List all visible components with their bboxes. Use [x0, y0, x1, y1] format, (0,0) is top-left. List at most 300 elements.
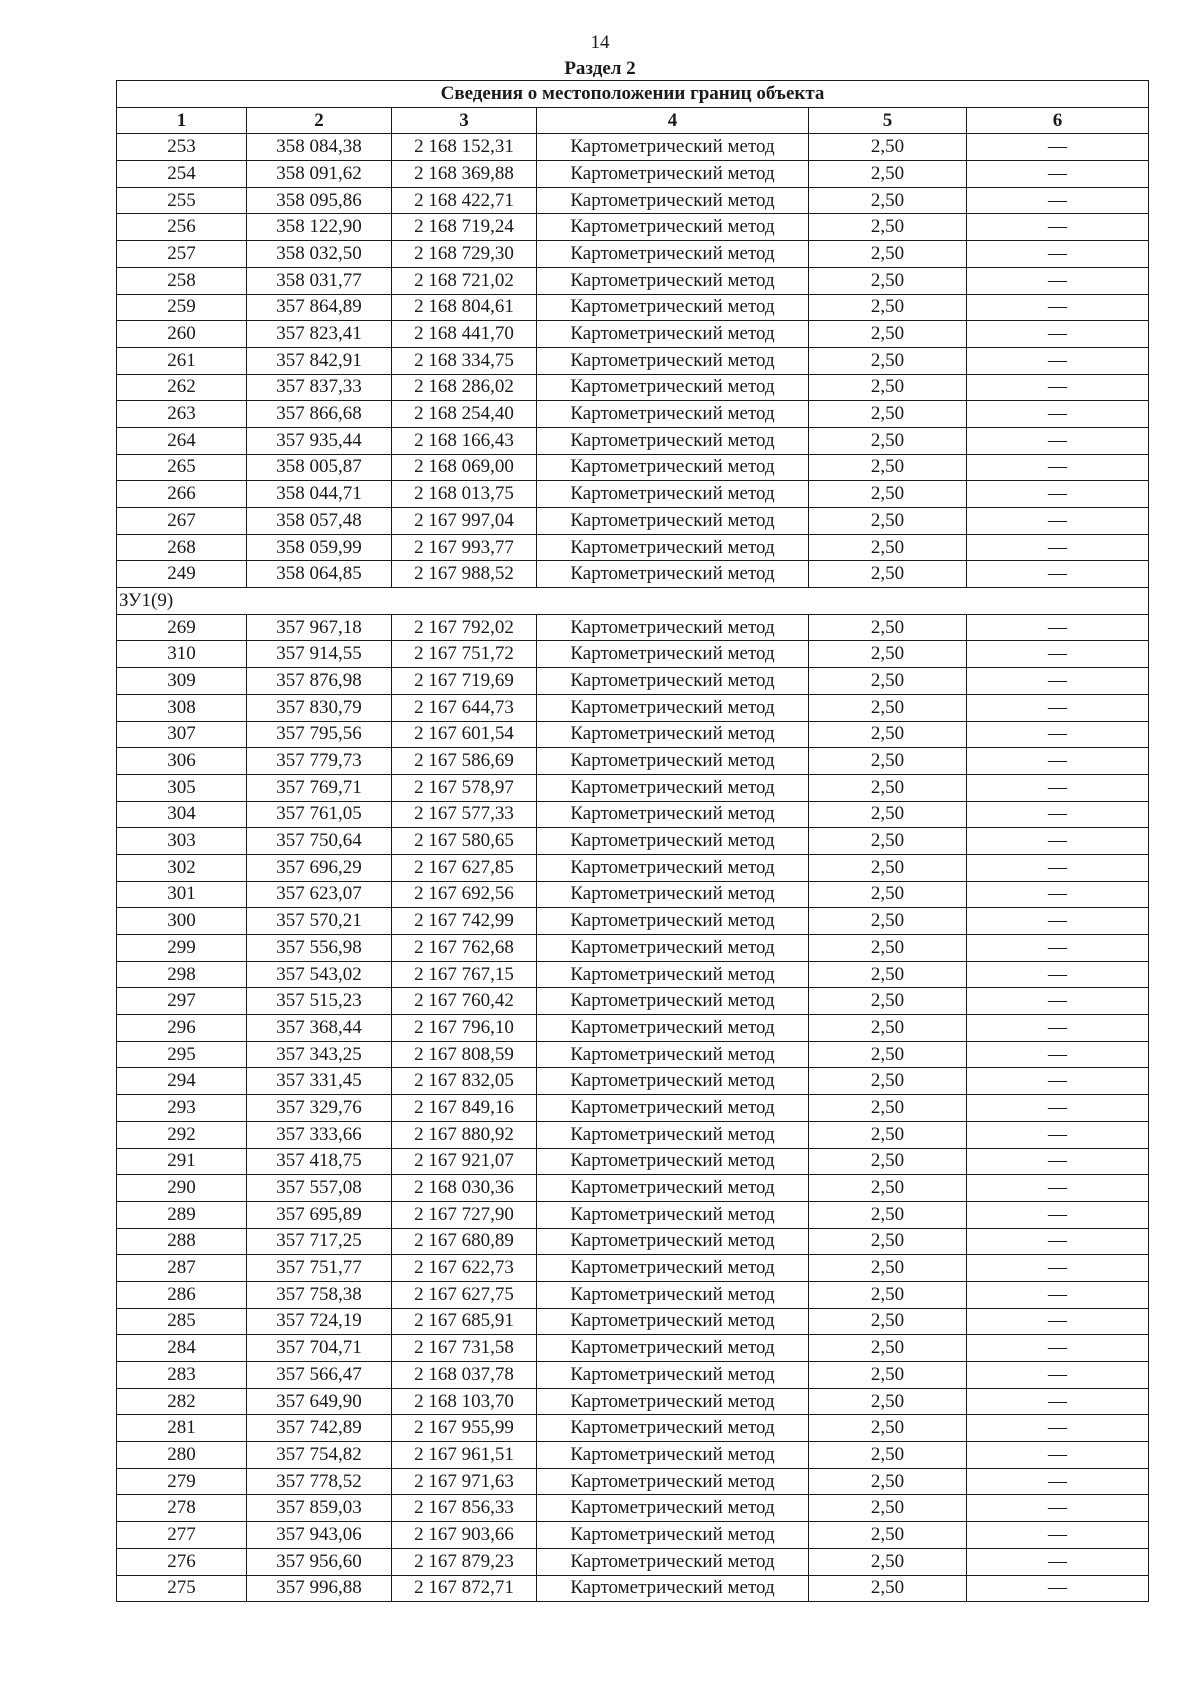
x-coordinate-cell: 357 837,33 [247, 374, 392, 401]
accuracy-cell: 2,50 [809, 508, 967, 535]
note-cell: — [967, 1175, 1149, 1202]
method-cell: Картометрический метод [537, 828, 809, 855]
note-cell: — [967, 534, 1149, 561]
table-row [117, 1201, 1149, 1228]
y-coordinate-cell: 2 168 334,75 [392, 347, 537, 374]
y-coordinate-cell: 2 168 103,70 [392, 1388, 537, 1415]
accuracy-cell: 2,50 [809, 321, 967, 348]
table-row [117, 1575, 1149, 1602]
note-cell: — [967, 828, 1149, 855]
x-coordinate-cell: 358 044,71 [247, 481, 392, 508]
note-cell: — [967, 1015, 1149, 1042]
y-coordinate-cell: 2 168 037,78 [392, 1362, 537, 1389]
note-cell: — [967, 935, 1149, 962]
accuracy-cell: 2,50 [809, 1255, 967, 1282]
table-row [117, 294, 1149, 321]
method-cell: Картометрический метод [537, 721, 809, 748]
note-cell: — [967, 241, 1149, 268]
table-row [117, 134, 1149, 161]
note-cell: — [967, 1335, 1149, 1362]
method-cell: Картометрический метод [537, 1121, 809, 1148]
method-cell: Картометрический метод [537, 1015, 809, 1042]
accuracy-cell: 2,50 [809, 1442, 967, 1469]
x-coordinate-cell: 357 696,29 [247, 854, 392, 881]
x-coordinate-cell: 357 649,90 [247, 1388, 392, 1415]
accuracy-cell: 2,50 [809, 1228, 967, 1255]
note-cell: — [967, 774, 1149, 801]
y-coordinate-cell: 2 167 627,75 [392, 1281, 537, 1308]
point-number-cell: 285 [117, 1308, 247, 1335]
point-number-cell: 307 [117, 721, 247, 748]
table-row [117, 1121, 1149, 1148]
table-row [117, 401, 1149, 428]
point-number-cell: 267 [117, 508, 247, 535]
x-coordinate-cell: 357 864,89 [247, 294, 392, 321]
table-row [117, 1175, 1149, 1202]
x-coordinate-cell: 357 742,89 [247, 1415, 392, 1442]
table-row [117, 1281, 1149, 1308]
point-number-cell: 292 [117, 1121, 247, 1148]
accuracy-cell: 2,50 [809, 241, 967, 268]
point-number-cell: 310 [117, 641, 247, 668]
y-coordinate-cell: 2 167 903,66 [392, 1522, 537, 1549]
x-coordinate-cell: 357 623,07 [247, 881, 392, 908]
method-cell: Картометрический метод [537, 1308, 809, 1335]
y-coordinate-cell: 2 167 685,91 [392, 1308, 537, 1335]
note-cell: — [967, 748, 1149, 775]
table-row [117, 1522, 1149, 1549]
method-cell: Картометрический метод [537, 321, 809, 348]
y-coordinate-cell: 2 167 961,51 [392, 1442, 537, 1469]
note-cell: — [967, 374, 1149, 401]
table-row [117, 1041, 1149, 1068]
method-cell: Картометрический метод [537, 161, 809, 188]
y-coordinate-cell: 2 167 601,54 [392, 721, 537, 748]
method-cell: Картометрический метод [537, 508, 809, 535]
y-coordinate-cell: 2 167 856,33 [392, 1495, 537, 1522]
accuracy-cell: 2,50 [809, 908, 967, 935]
y-coordinate-cell: 2 167 832,05 [392, 1068, 537, 1095]
accuracy-cell: 2,50 [809, 668, 967, 695]
table-row [117, 935, 1149, 962]
point-number-cell: 280 [117, 1442, 247, 1469]
accuracy-cell: 2,50 [809, 614, 967, 641]
table-row [117, 1548, 1149, 1575]
accuracy-cell: 2,50 [809, 801, 967, 828]
table-row [117, 1495, 1149, 1522]
accuracy-cell: 2,50 [809, 1121, 967, 1148]
y-coordinate-cell: 2 167 622,73 [392, 1255, 537, 1282]
accuracy-cell: 2,50 [809, 134, 967, 161]
table-row [117, 1148, 1149, 1175]
accuracy-cell: 2,50 [809, 721, 967, 748]
point-number-cell: 262 [117, 374, 247, 401]
x-coordinate-cell: 357 943,06 [247, 1522, 392, 1549]
table-row [117, 721, 1149, 748]
point-number-cell: 269 [117, 614, 247, 641]
y-coordinate-cell: 2 168 729,30 [392, 241, 537, 268]
x-coordinate-cell: 357 996,88 [247, 1575, 392, 1602]
point-number-cell: 305 [117, 774, 247, 801]
note-cell: — [967, 801, 1149, 828]
column-header-row [117, 107, 1149, 134]
point-number-cell: 254 [117, 161, 247, 188]
method-cell: Картометрический метод [537, 1522, 809, 1549]
point-number-cell: 293 [117, 1095, 247, 1122]
table-row [117, 774, 1149, 801]
y-coordinate-cell: 2 167 577,33 [392, 801, 537, 828]
point-number-cell: 301 [117, 881, 247, 908]
x-coordinate-cell: 358 064,85 [247, 561, 392, 588]
y-coordinate-cell: 2 168 422,71 [392, 187, 537, 214]
table-row [117, 1308, 1149, 1335]
accuracy-cell: 2,50 [809, 694, 967, 721]
y-coordinate-cell: 2 167 692,56 [392, 881, 537, 908]
point-number-cell: 261 [117, 347, 247, 374]
x-coordinate-cell: 357 754,82 [247, 1442, 392, 1469]
note-cell: — [967, 1575, 1149, 1602]
note-cell: — [967, 1121, 1149, 1148]
table-row [117, 828, 1149, 855]
note-cell: — [967, 1308, 1149, 1335]
method-cell: Картометрический метод [537, 1362, 809, 1389]
accuracy-cell: 2,50 [809, 881, 967, 908]
y-coordinate-cell: 2 168 369,88 [392, 161, 537, 188]
section-title: Раздел 2 [564, 58, 636, 79]
method-cell: Картометрический метод [537, 1495, 809, 1522]
point-number-cell: 287 [117, 1255, 247, 1282]
method-cell: Картометрический метод [537, 1068, 809, 1095]
accuracy-cell: 2,50 [809, 1148, 967, 1175]
method-cell: Картометрический метод [537, 1281, 809, 1308]
method-cell: Картометрический метод [537, 694, 809, 721]
y-coordinate-cell: 2 167 727,90 [392, 1201, 537, 1228]
method-cell: Картометрический метод [537, 214, 809, 241]
note-cell: — [967, 321, 1149, 348]
y-coordinate-cell: 2 167 792,02 [392, 614, 537, 641]
accuracy-cell: 2,50 [809, 1388, 967, 1415]
table-row [117, 641, 1149, 668]
method-cell: Картометрический метод [537, 294, 809, 321]
note-cell: — [967, 1095, 1149, 1122]
x-coordinate-cell: 358 091,62 [247, 161, 392, 188]
table-row [117, 854, 1149, 881]
point-number-cell: 268 [117, 534, 247, 561]
table-row [117, 1468, 1149, 1495]
y-coordinate-cell: 2 168 254,40 [392, 401, 537, 428]
table-row [117, 881, 1149, 908]
note-cell: — [967, 668, 1149, 695]
x-coordinate-cell: 357 866,68 [247, 401, 392, 428]
note-cell: — [967, 1068, 1149, 1095]
accuracy-cell: 2,50 [809, 828, 967, 855]
group-row [117, 588, 1149, 615]
point-number-cell: 265 [117, 454, 247, 481]
y-coordinate-cell: 2 167 644,73 [392, 694, 537, 721]
group-label: ЗУ1(9) [117, 588, 1149, 615]
y-coordinate-cell: 2 167 680,89 [392, 1228, 537, 1255]
table-row [117, 481, 1149, 508]
method-cell: Картометрический метод [537, 534, 809, 561]
x-coordinate-cell: 357 515,23 [247, 988, 392, 1015]
point-number-cell: 297 [117, 988, 247, 1015]
note-cell: — [967, 614, 1149, 641]
accuracy-cell: 2,50 [809, 1548, 967, 1575]
accuracy-cell: 2,50 [809, 1201, 967, 1228]
y-coordinate-cell: 2 167 578,97 [392, 774, 537, 801]
boundary-coordinates-table [116, 80, 1149, 1602]
x-coordinate-cell: 357 566,47 [247, 1362, 392, 1389]
point-number-cell: 277 [117, 1522, 247, 1549]
accuracy-cell: 2,50 [809, 1015, 967, 1042]
table-row [117, 534, 1149, 561]
note-cell: — [967, 214, 1149, 241]
x-coordinate-cell: 357 914,55 [247, 641, 392, 668]
table-row [117, 961, 1149, 988]
accuracy-cell: 2,50 [809, 534, 967, 561]
note-cell: — [967, 481, 1149, 508]
method-cell: Картометрический метод [537, 881, 809, 908]
table-row [117, 214, 1149, 241]
y-coordinate-cell: 2 168 721,02 [392, 267, 537, 294]
note-cell: — [967, 1388, 1149, 1415]
accuracy-cell: 2,50 [809, 1495, 967, 1522]
point-number-cell: 295 [117, 1041, 247, 1068]
accuracy-cell: 2,50 [809, 561, 967, 588]
point-number-cell: 298 [117, 961, 247, 988]
y-coordinate-cell: 2 167 760,42 [392, 988, 537, 1015]
point-number-cell: 308 [117, 694, 247, 721]
table-row [117, 748, 1149, 775]
method-cell: Картометрический метод [537, 1548, 809, 1575]
column-header: 3 [392, 107, 537, 134]
method-cell: Картометрический метод [537, 935, 809, 962]
accuracy-cell: 2,50 [809, 1335, 967, 1362]
accuracy-cell: 2,50 [809, 1522, 967, 1549]
method-cell: Картометрический метод [537, 908, 809, 935]
point-number-cell: 281 [117, 1415, 247, 1442]
note-cell: — [967, 1415, 1149, 1442]
point-number-cell: 294 [117, 1068, 247, 1095]
method-cell: Картометрический метод [537, 1201, 809, 1228]
accuracy-cell: 2,50 [809, 294, 967, 321]
accuracy-cell: 2,50 [809, 1068, 967, 1095]
y-coordinate-cell: 2 168 804,61 [392, 294, 537, 321]
column-header: 4 [537, 107, 809, 134]
point-number-cell: 302 [117, 854, 247, 881]
table-row [117, 988, 1149, 1015]
x-coordinate-cell: 357 935,44 [247, 427, 392, 454]
y-coordinate-cell: 2 167 580,65 [392, 828, 537, 855]
table-row [117, 454, 1149, 481]
y-coordinate-cell: 2 167 586,69 [392, 748, 537, 775]
y-coordinate-cell: 2 167 751,72 [392, 641, 537, 668]
table-row [117, 321, 1149, 348]
x-coordinate-cell: 357 779,73 [247, 748, 392, 775]
accuracy-cell: 2,50 [809, 1095, 967, 1122]
y-coordinate-cell: 2 167 880,92 [392, 1121, 537, 1148]
x-coordinate-cell: 358 005,87 [247, 454, 392, 481]
point-number-cell: 289 [117, 1201, 247, 1228]
y-coordinate-cell: 2 167 731,58 [392, 1335, 537, 1362]
x-coordinate-cell: 357 967,18 [247, 614, 392, 641]
accuracy-cell: 2,50 [809, 1575, 967, 1602]
accuracy-cell: 2,50 [809, 854, 967, 881]
note-cell: — [967, 347, 1149, 374]
note-cell: — [967, 694, 1149, 721]
method-cell: Картометрический метод [537, 1228, 809, 1255]
point-number-cell: 282 [117, 1388, 247, 1415]
table-row [117, 427, 1149, 454]
note-cell: — [967, 988, 1149, 1015]
x-coordinate-cell: 357 704,71 [247, 1335, 392, 1362]
table-row [117, 1095, 1149, 1122]
accuracy-cell: 2,50 [809, 1415, 967, 1442]
note-cell: — [967, 427, 1149, 454]
point-number-cell: 290 [117, 1175, 247, 1202]
x-coordinate-cell: 358 032,50 [247, 241, 392, 268]
note-cell: — [967, 1148, 1149, 1175]
y-coordinate-cell: 2 167 872,71 [392, 1575, 537, 1602]
note-cell: — [967, 1442, 1149, 1469]
y-coordinate-cell: 2 167 955,99 [392, 1415, 537, 1442]
point-number-cell: 266 [117, 481, 247, 508]
method-cell: Картометрический метод [537, 427, 809, 454]
accuracy-cell: 2,50 [809, 1468, 967, 1495]
method-cell: Картометрический метод [537, 1388, 809, 1415]
accuracy-cell: 2,50 [809, 935, 967, 962]
method-cell: Картометрический метод [537, 641, 809, 668]
point-number-cell: 284 [117, 1335, 247, 1362]
x-coordinate-cell: 357 368,44 [247, 1015, 392, 1042]
method-cell: Картометрический метод [537, 1175, 809, 1202]
x-coordinate-cell: 357 842,91 [247, 347, 392, 374]
x-coordinate-cell: 357 329,76 [247, 1095, 392, 1122]
point-number-cell: 296 [117, 1015, 247, 1042]
x-coordinate-cell: 357 331,45 [247, 1068, 392, 1095]
note-cell: — [967, 1362, 1149, 1389]
point-number-cell: 260 [117, 321, 247, 348]
method-cell: Картометрический метод [537, 1095, 809, 1122]
x-coordinate-cell: 357 750,64 [247, 828, 392, 855]
note-cell: — [967, 1495, 1149, 1522]
note-cell: — [967, 187, 1149, 214]
x-coordinate-cell: 357 758,38 [247, 1281, 392, 1308]
note-cell: — [967, 1255, 1149, 1282]
method-cell: Картометрический метод [537, 241, 809, 268]
note-cell: — [967, 508, 1149, 535]
table-row [117, 347, 1149, 374]
y-coordinate-cell: 2 167 997,04 [392, 508, 537, 535]
table-row [117, 374, 1149, 401]
column-header: 6 [967, 107, 1149, 134]
method-cell: Картометрический метод [537, 347, 809, 374]
method-cell: Картометрический метод [537, 374, 809, 401]
accuracy-cell: 2,50 [809, 401, 967, 428]
point-number-cell: 259 [117, 294, 247, 321]
accuracy-cell: 2,50 [809, 748, 967, 775]
accuracy-cell: 2,50 [809, 1281, 967, 1308]
y-coordinate-cell: 2 167 879,23 [392, 1548, 537, 1575]
y-coordinate-cell: 2 168 719,24 [392, 214, 537, 241]
y-coordinate-cell: 2 168 069,00 [392, 454, 537, 481]
x-coordinate-cell: 357 557,08 [247, 1175, 392, 1202]
point-number-cell: 263 [117, 401, 247, 428]
point-number-cell: 256 [117, 214, 247, 241]
x-coordinate-cell: 357 769,71 [247, 774, 392, 801]
table-row [117, 614, 1149, 641]
x-coordinate-cell: 357 761,05 [247, 801, 392, 828]
method-cell: Картометрический метод [537, 1255, 809, 1282]
method-cell: Картометрический метод [537, 1442, 809, 1469]
point-number-cell: 253 [117, 134, 247, 161]
table-row [117, 1362, 1149, 1389]
note-cell: — [967, 961, 1149, 988]
point-number-cell: 306 [117, 748, 247, 775]
table-row [117, 694, 1149, 721]
x-coordinate-cell: 357 418,75 [247, 1148, 392, 1175]
table-row [117, 668, 1149, 695]
accuracy-cell: 2,50 [809, 1175, 967, 1202]
accuracy-cell: 2,50 [809, 214, 967, 241]
x-coordinate-cell: 357 830,79 [247, 694, 392, 721]
accuracy-cell: 2,50 [809, 161, 967, 188]
x-coordinate-cell: 357 823,41 [247, 321, 392, 348]
column-header: 1 [117, 107, 247, 134]
x-coordinate-cell: 357 956,60 [247, 1548, 392, 1575]
method-cell: Картометрический метод [537, 1468, 809, 1495]
point-number-cell: 304 [117, 801, 247, 828]
note-cell: — [967, 641, 1149, 668]
note-cell: — [967, 721, 1149, 748]
table-row [117, 241, 1149, 268]
point-number-cell: 283 [117, 1362, 247, 1389]
note-cell: — [967, 1548, 1149, 1575]
y-coordinate-cell: 2 167 719,69 [392, 668, 537, 695]
y-coordinate-cell: 2 167 796,10 [392, 1015, 537, 1042]
x-coordinate-cell: 358 084,38 [247, 134, 392, 161]
method-cell: Картометрический метод [537, 988, 809, 1015]
method-cell: Картометрический метод [537, 774, 809, 801]
table-row [117, 1228, 1149, 1255]
table-row [117, 1068, 1149, 1095]
x-coordinate-cell: 357 751,77 [247, 1255, 392, 1282]
y-coordinate-cell: 2 167 742,99 [392, 908, 537, 935]
point-number-cell: 264 [117, 427, 247, 454]
y-coordinate-cell: 2 168 013,75 [392, 481, 537, 508]
method-cell: Картометрический метод [537, 1041, 809, 1068]
method-cell: Картометрический метод [537, 481, 809, 508]
point-number-cell: 291 [117, 1148, 247, 1175]
table-row [117, 1442, 1149, 1469]
x-coordinate-cell: 357 333,66 [247, 1121, 392, 1148]
point-number-cell: 300 [117, 908, 247, 935]
table-row [117, 1388, 1149, 1415]
table-row [117, 1015, 1149, 1042]
point-number-cell: 299 [117, 935, 247, 962]
method-cell: Картометрический метод [537, 454, 809, 481]
y-coordinate-cell: 2 167 767,15 [392, 961, 537, 988]
table-row [117, 187, 1149, 214]
note-cell: — [967, 1281, 1149, 1308]
x-coordinate-cell: 358 095,86 [247, 187, 392, 214]
accuracy-cell: 2,50 [809, 347, 967, 374]
y-coordinate-cell: 2 167 808,59 [392, 1041, 537, 1068]
accuracy-cell: 2,50 [809, 427, 967, 454]
accuracy-cell: 2,50 [809, 961, 967, 988]
x-coordinate-cell: 358 057,48 [247, 508, 392, 535]
table-row [117, 508, 1149, 535]
